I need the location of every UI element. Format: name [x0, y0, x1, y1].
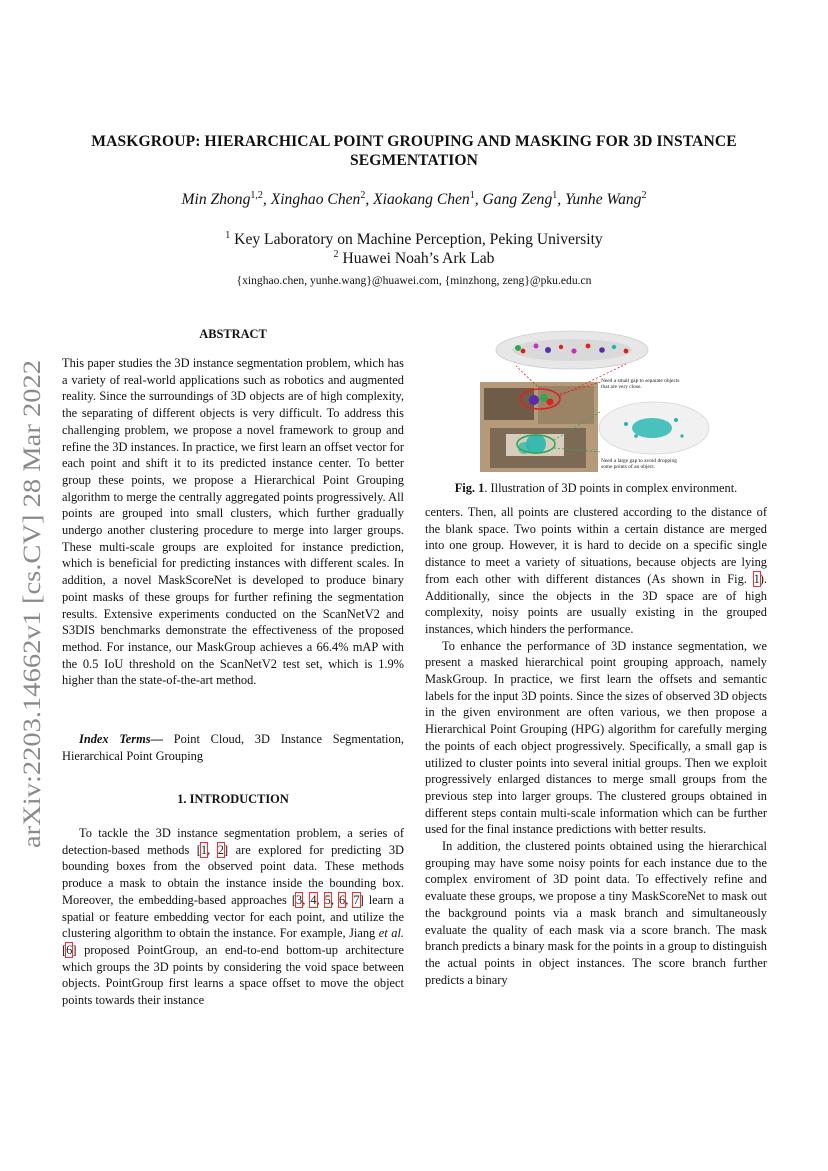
annotation-large-gap-line-2: some points of an object. [601, 464, 656, 470]
paper-title-line-2: SEGMENTATION [350, 152, 478, 169]
intro-paragraph-1: To tackle the 3D instance segmentation problem, a series of detection-based methods [1, 2] are explored for predicting 3D bounding boxes from the observed point data. These methods produce a mask to obtain the instance inside the bounding box. Moreover, the embedding-based approaches [3, 4, 5, 6, 7] learn a spatial or feature embedding vector for each point, and utilize the clustering algorithm to obtain the instance. For example, Jiang et al. [6] proposed PointGroup, an end-to-end bottom-up architecture which groups the 3D points by considering the void space between objects. PointGroup first learns a space offset to move the object points towards their instance [62, 826, 405, 1008]
figure-1-caption-label: Fig. 1 [454, 481, 485, 495]
citation-link[interactable]: 6 [66, 942, 73, 957]
arxiv-stamp-graphic [14, 358, 48, 850]
paper-title [60, 132, 768, 170]
citation-link[interactable]: 1 [200, 842, 208, 857]
author-emails: {xinghao.chen, yunhe.wang}@huawei.com, {minzhong, zeng}@pku.edu.cn [236, 274, 592, 287]
citation-link[interactable]: 2 [217, 842, 224, 857]
annotation-large-gap-line-1: Need a large gap to avoid dropping [601, 458, 677, 464]
author: Min Zhong$^{1,2}$, [181, 190, 271, 209]
abstract-text: This paper studies the 3D instance segmentation problem, which has a variety of real-world applications such as robotics and augmented reality. Since the surroundings of 3D objects are of high complexity, the separating of different objects is very difficult. To address this challenging problem, we propose a novel framework to group and refine the 3D instances. In practice, we first learn an offset vector for each point and shift it to its predicted instance center. To better group these points, we propose a Hierarchical Point Grouping algorithm to merge the centrally aggregated points progressively. All points are grouped into small clusters, which further gradually undergo another clustering procedure to merge into larger groups. These multi-scale groups are exploited for instance prediction, which is beneficial for predicting instances with different scales. In addition, a novel MaskScoreNet is developed to produce binary point masks of these groups for further refining the segmentation results. Extensive experiments conducted on the ScanNetV2 and S3DIS benchmarks demonstrate the effectiveness of the proposed method. For instance, our MaskGroup achieves a 66.4% mAP with the 0.5 IoU threshold on the ScanNetV2 test set, which is 1.9% higher than the state-of-the-art method. [62, 356, 404, 688]
intro-right-column [425, 504, 767, 988]
paper-title-line-1: MASKGROUP: HIERARCHICAL POINT GROUPING AND MASKING FOR 3D INSTANCE [91, 133, 737, 150]
author: Gang Zeng$^1$, [482, 190, 566, 209]
figure-1 [476, 324, 720, 474]
author-list [60, 190, 768, 209]
arxiv-stamp-text: arXiv:2203.14662v1 [cs.CV] 28 Mar 2022 [17, 411, 46, 848]
figure-1-caption-text: . Illustration of 3D points in complex environment. [484, 481, 738, 495]
index-terms-label: Index Terms— [79, 732, 163, 746]
intro-paragraph-3: In addition, the clustered points obtained using the hierarchical grouping may have some noisy points for each instance due to the complex enviroment of 3D point data. To effectively refine and evaluate these groups, we propose a tiny MaskScoreNet to mask out the background points via a mask branch and simultaneously evaluate the quality of each mask via a score branch. The mask branch predicts a binary mask for the points in a group to distinguish the actual points in object instances. The score branch further predicts a binary [425, 839, 767, 987]
author: Xiaokang Chen$^1$, [373, 190, 483, 209]
affiliation-2: $^2$ Huawei Noah’s Ark Lab [333, 249, 495, 268]
index-terms-text: Point Cloud, 3D Instance Segmentation, Hierarchical Point Grouping [62, 732, 404, 763]
annotation-small-gap-line-1: Need a small gap to separate objects [601, 378, 680, 384]
citation-link[interactable]: 5 [324, 892, 331, 907]
citation-link[interactable]: 6 [339, 892, 346, 907]
author: Yunhe Wang$^2$ [565, 190, 647, 209]
figure-link[interactable]: 1 [753, 571, 760, 586]
citation-link[interactable]: 4 [310, 892, 317, 907]
figure-1-caption [425, 481, 767, 496]
abstract-body [62, 355, 404, 689]
arxiv-stamp [14, 358, 48, 850]
citation-link[interactable]: 3 [295, 892, 303, 907]
abstract-heading: ABSTRACT [199, 327, 267, 341]
citation-link[interactable]: 7 [353, 892, 360, 907]
author: Xinghao Chen$^2$, [270, 190, 374, 209]
figure-1-illustration [476, 324, 720, 474]
index-terms [62, 731, 404, 764]
intro-paragraph-1-continued: centers. Then, all points are clustered according to the distance of the blank space. Two points within a certain distance are merged into one group. However, it is hard to decide on a specific single distance to meet a variety of situations, because objects are lying from each other with different distances (As shown in Fig. 1). Additionally, since the objects in the 3D space are of high complexity, noisy points are usually existing in the grouped instances, which hinders the performance. [425, 505, 767, 636]
annotation-small-gap-line-2: that are very close. [601, 384, 642, 390]
intro-paragraph-2: To enhance the performance of 3D instance segmentation, we present a masked hierarchical point grouping approach, namely MaskGroup. In practice, we first learn the offsets and semantic labels for the input 3D points. Since the sizes of observed 3D objects in the given environment are often various, we then propose a Hierarchical Point Grouping (HPG) algorithm for carefully merging the points of each object progressively. Specifically, a small gap is utilized to cluster points into several initial groups. Then we exploit progressively enlarged distances to merge small groups from the previous step into larger groups. The clustered groups obtained in different steps contain multi-scale information which can be further used for the final instance predictions with better results. [425, 638, 767, 837]
section-heading-introduction: 1. INTRODUCTION [177, 792, 289, 806]
affiliation-1: $^1$ Key Laboratory on Machine Perception, Peking University [225, 230, 603, 249]
